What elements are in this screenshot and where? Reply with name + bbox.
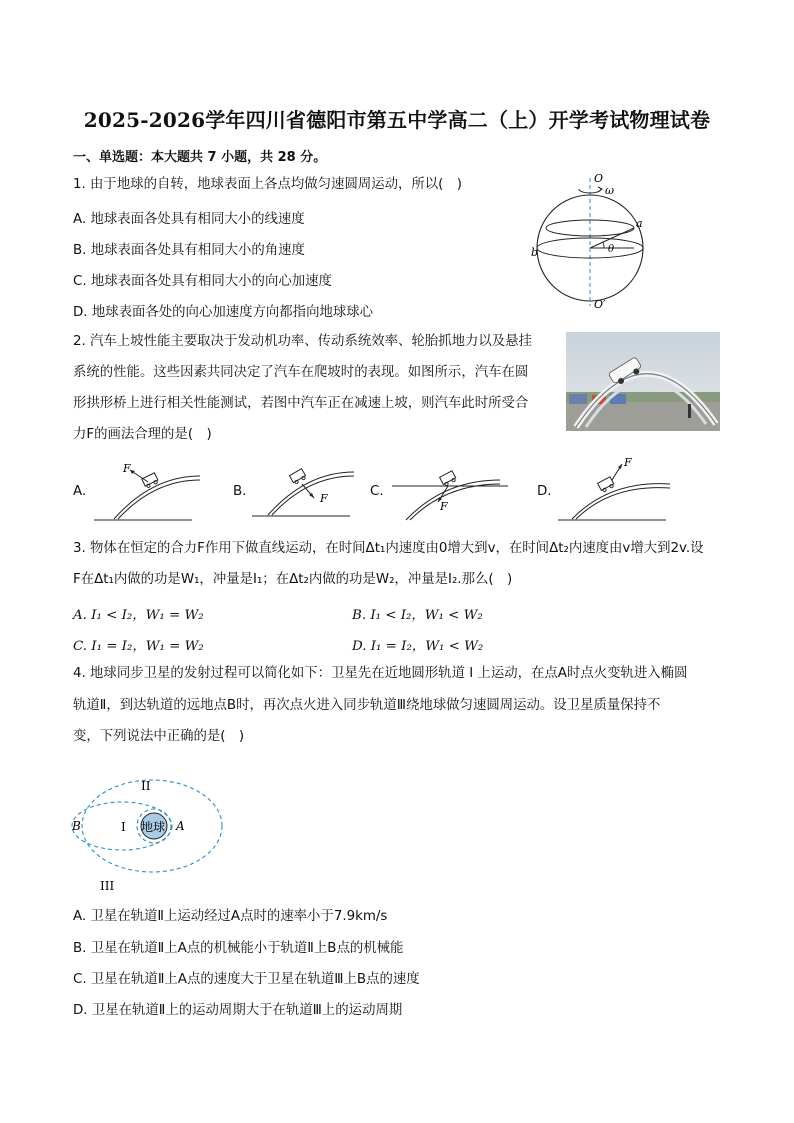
q2-d-force-label: F bbox=[624, 456, 632, 469]
q3-option-b[interactable]: B. I₁ < I₂，W₁ < W₂ bbox=[352, 608, 483, 623]
q4-option-a[interactable]: A. 卫星在轨道Ⅱ上运动经过A点时的速率小于7.9km/s bbox=[73, 909, 388, 924]
q2-option-d[interactable]: D. bbox=[537, 484, 552, 499]
q2-b-force-label: F bbox=[320, 492, 328, 505]
q1-option-b[interactable]: B. 地球表面各处具有相同大小的角速度 bbox=[73, 243, 305, 258]
q1-label-O: O bbox=[594, 172, 604, 185]
q4-label-orbit-I: I bbox=[121, 820, 126, 834]
q1-label-theta: θ bbox=[608, 244, 615, 255]
q4-stem-line-1: 4. 地球同步卫星的发射过程可以简化如下：卫星先在近地圆形轨道 Ⅰ 上运动，在点A时点火变轨进入椭圆 bbox=[73, 666, 688, 681]
q2-option-c-figure bbox=[390, 458, 510, 524]
q4-label-orbit-II: II bbox=[141, 779, 151, 793]
q4-option-b[interactable]: B. 卫星在轨道Ⅱ上A点的机械能小于轨道Ⅱ上B点的机械能 bbox=[73, 941, 404, 956]
q1-label-a: a bbox=[636, 217, 643, 230]
q2-a-force-label: F bbox=[123, 462, 131, 475]
q4-label-B: B bbox=[72, 819, 81, 833]
q4-label-A: A bbox=[176, 819, 185, 833]
q3-option-d[interactable]: D. I₁ = I₂，W₁ < W₂ bbox=[352, 639, 484, 654]
q2-option-b-figure bbox=[250, 458, 360, 524]
q2-option-d-figure bbox=[556, 454, 676, 524]
q4-stem-line-2: 轨道Ⅱ，到达轨道的远地点B时，再次点火进入同步轨道Ⅲ绕地球做匀速圆周运动。设卫星质量保持不 bbox=[73, 698, 661, 713]
q3-option-a[interactable]: A. I₁ < I₂，W₁ = W₂ bbox=[73, 608, 204, 623]
q4-option-c[interactable]: C. 卫星在轨道Ⅱ上A点的速度大于卫星在轨道Ⅲ上B点的速度 bbox=[73, 972, 420, 987]
q2-c-force-label: F bbox=[440, 500, 448, 513]
q1-label-b: b bbox=[531, 246, 539, 259]
q3-stem-line-2: F在Δt₁内做的功是W₁，冲量是I₁；在Δt₂内做的功是W₂，冲量是I₂.那么( ) bbox=[73, 572, 513, 587]
q2-arch-bridge-photo bbox=[566, 332, 720, 431]
q2-stem-line-1: 2. 汽车上坡性能主要取决于发动机功率、传动系统效率、轮胎抓地力以及悬挂 bbox=[73, 334, 532, 349]
q2-stem-line-2: 系统的性能。这些因素共同决定了汽车在爬坡时的表现。如图所示，汽车在圆 bbox=[73, 365, 529, 380]
section-heading: 一、单选题：本大题共 7 小题，共 28 分。 bbox=[73, 150, 327, 165]
q3-stem-line-1: 3. 物体在恒定的合力F作用下做直线运动，在时间Δt₁内速度由0增大到v，在时间Δt₂内速度由v增大到2v.设 bbox=[73, 541, 704, 556]
q1-label-O-prime: O′ bbox=[594, 298, 606, 311]
q2-stem-line-3: 形拱形桥上进行相关性能测试，若图中汽车正在减速上坡，则汽车此时所受合 bbox=[73, 396, 529, 411]
q2-stem-line-4: 力F的画法合理的是( ) bbox=[73, 427, 212, 442]
q4-label-orbit-III: III bbox=[100, 879, 115, 893]
q3-option-c[interactable]: C. I₁ = I₂，W₁ = W₂ bbox=[73, 639, 204, 654]
q2-option-c[interactable]: C. bbox=[370, 484, 384, 499]
q4-orbit-figure bbox=[68, 776, 228, 896]
q1-option-d[interactable]: D. 地球表面各处的向心加速度方向都指向地球球心 bbox=[73, 305, 374, 320]
q4-stem-line-3: 变，下列说法中正确的是( ) bbox=[73, 729, 245, 744]
page-title: 2025-2026学年四川省德阳市第五中学高二（上）开学考试物理试卷 bbox=[83, 108, 711, 132]
q1-stem: 1. 由于地球的自转，地球表面上各点均做匀速圆周运动，所以( ) bbox=[73, 177, 463, 192]
q2-option-a-figure bbox=[92, 458, 202, 524]
q1-label-omega: ω bbox=[605, 184, 614, 197]
q2-option-b[interactable]: B. bbox=[233, 484, 247, 499]
q1-option-a[interactable]: A. 地球表面各处具有相同大小的线速度 bbox=[73, 212, 305, 227]
q1-option-c[interactable]: C. 地球表面各处具有相同大小的向心加速度 bbox=[73, 274, 332, 289]
q4-option-d[interactable]: D. 卫星在轨道Ⅱ上的运动周期大于在轨道Ⅲ上的运动周期 bbox=[73, 1003, 403, 1018]
q4-label-earth: 地球 bbox=[141, 820, 166, 834]
q2-option-a[interactable]: A. bbox=[73, 484, 87, 499]
q1-earth-figure bbox=[528, 172, 652, 314]
